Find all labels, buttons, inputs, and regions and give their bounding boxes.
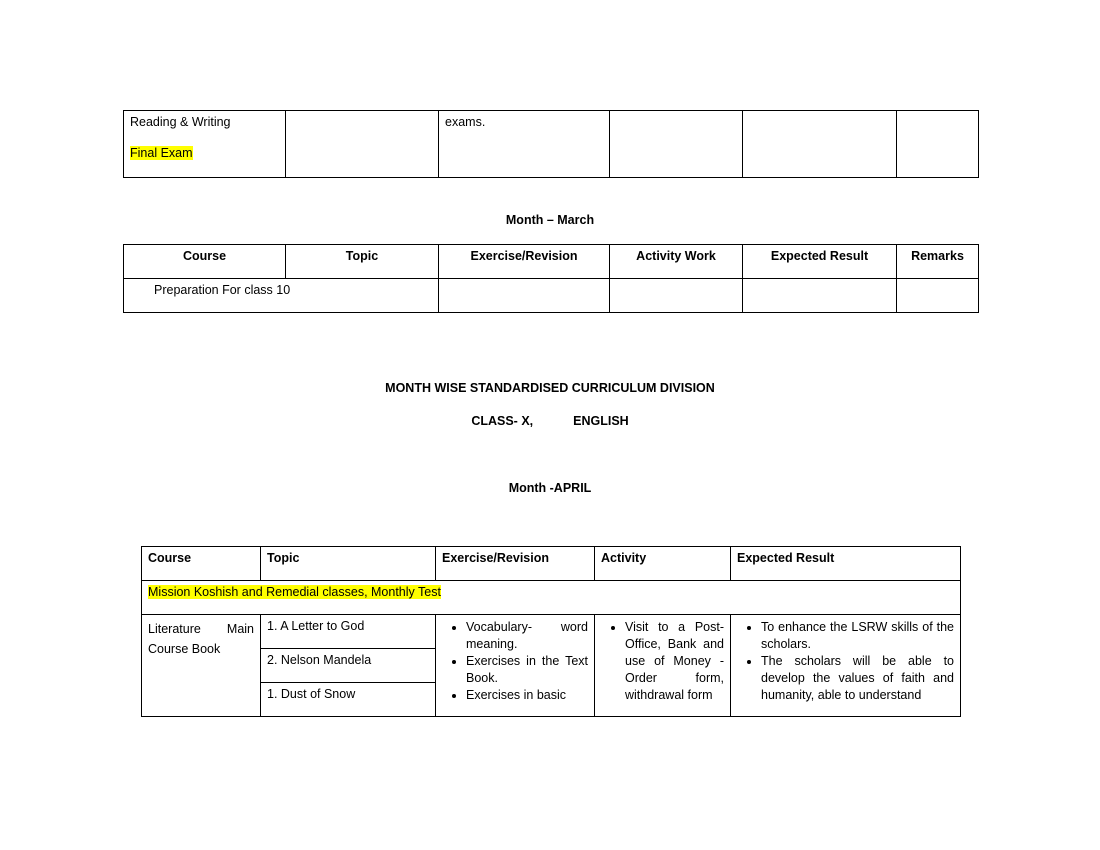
list-item: • Exercises in the Text Book. (466, 653, 588, 687)
list-item: • To enhance the LSRW skills of the scholars. (761, 619, 954, 653)
exercise-cell (439, 111, 610, 178)
header-result: Expected Result (743, 245, 897, 279)
header-remarks: Remarks (897, 245, 979, 279)
banner-row (142, 581, 961, 615)
remarks-cell (897, 279, 979, 313)
table-header-row (124, 245, 979, 279)
list-item: • Exercises in basic (466, 687, 588, 704)
activity-cell (595, 615, 731, 717)
course-cell (124, 111, 286, 178)
result-cell (743, 279, 897, 313)
remarks-cell (897, 111, 979, 178)
document-title: MONTH WISE STANDARDISED CURRICULUM DIVISION (385, 381, 715, 395)
topic-item: 1. A Letter to God (261, 615, 435, 649)
banner-text: Mission Koshish and Remedial classes, Monthly Test (148, 585, 441, 599)
topics-cell (261, 615, 436, 717)
list-item: • Vocabulary- word meaning. (466, 619, 588, 653)
april-heading: Month -APRIL (508, 481, 592, 495)
topic-item: 1. Dust of Snow (267, 687, 356, 701)
banner-cell (142, 581, 961, 615)
header-topic: Topic (261, 547, 436, 581)
preparation-cell: Preparation For class 10 (124, 279, 439, 313)
class-label: CLASS- X, (471, 414, 534, 428)
header-course: Course (124, 245, 286, 279)
exercise-cell (436, 615, 595, 717)
activity-list (601, 619, 724, 704)
header-course: Course (142, 547, 261, 581)
class-line (0, 414, 1100, 428)
course-text: Reading & Writing (130, 115, 231, 129)
exercise-text: exams. (445, 115, 486, 129)
course-cell: Literature Main Course Book (142, 615, 261, 717)
header-exercise: Exercise/Revision (436, 547, 595, 581)
header-activity: Activity Work (610, 245, 743, 279)
activity-cell (610, 279, 743, 313)
table-header-row (142, 547, 961, 581)
topic-cell (286, 111, 439, 178)
header-exercise: Exercise/Revision (439, 245, 610, 279)
march-table (123, 244, 979, 313)
final-exam-text: Final Exam (130, 146, 193, 160)
table-row (124, 111, 979, 178)
previous-month-table (123, 110, 979, 178)
exercise-list (442, 619, 588, 704)
result-cell (731, 615, 961, 717)
april-table (141, 546, 961, 717)
table-row (124, 279, 979, 313)
topic-item: 2. Nelson Mandela (261, 649, 435, 683)
header-topic: Topic (286, 245, 439, 279)
subject-label: ENGLISH (573, 414, 629, 428)
result-cell (743, 111, 897, 178)
list-item: • The scholars will be able to develop the values of faith and humanity, able to understand (761, 653, 954, 704)
header-activity: Activity (595, 547, 731, 581)
header-result: Expected Result (731, 547, 961, 581)
activity-cell (610, 111, 743, 178)
table-row (142, 615, 961, 717)
exercise-cell (439, 279, 610, 313)
list-item: • Visit to a Post-Office, Bank and use of Money - Order form, withdrawal form (625, 619, 724, 704)
result-list (737, 619, 954, 704)
march-heading: Month – March (505, 213, 595, 227)
